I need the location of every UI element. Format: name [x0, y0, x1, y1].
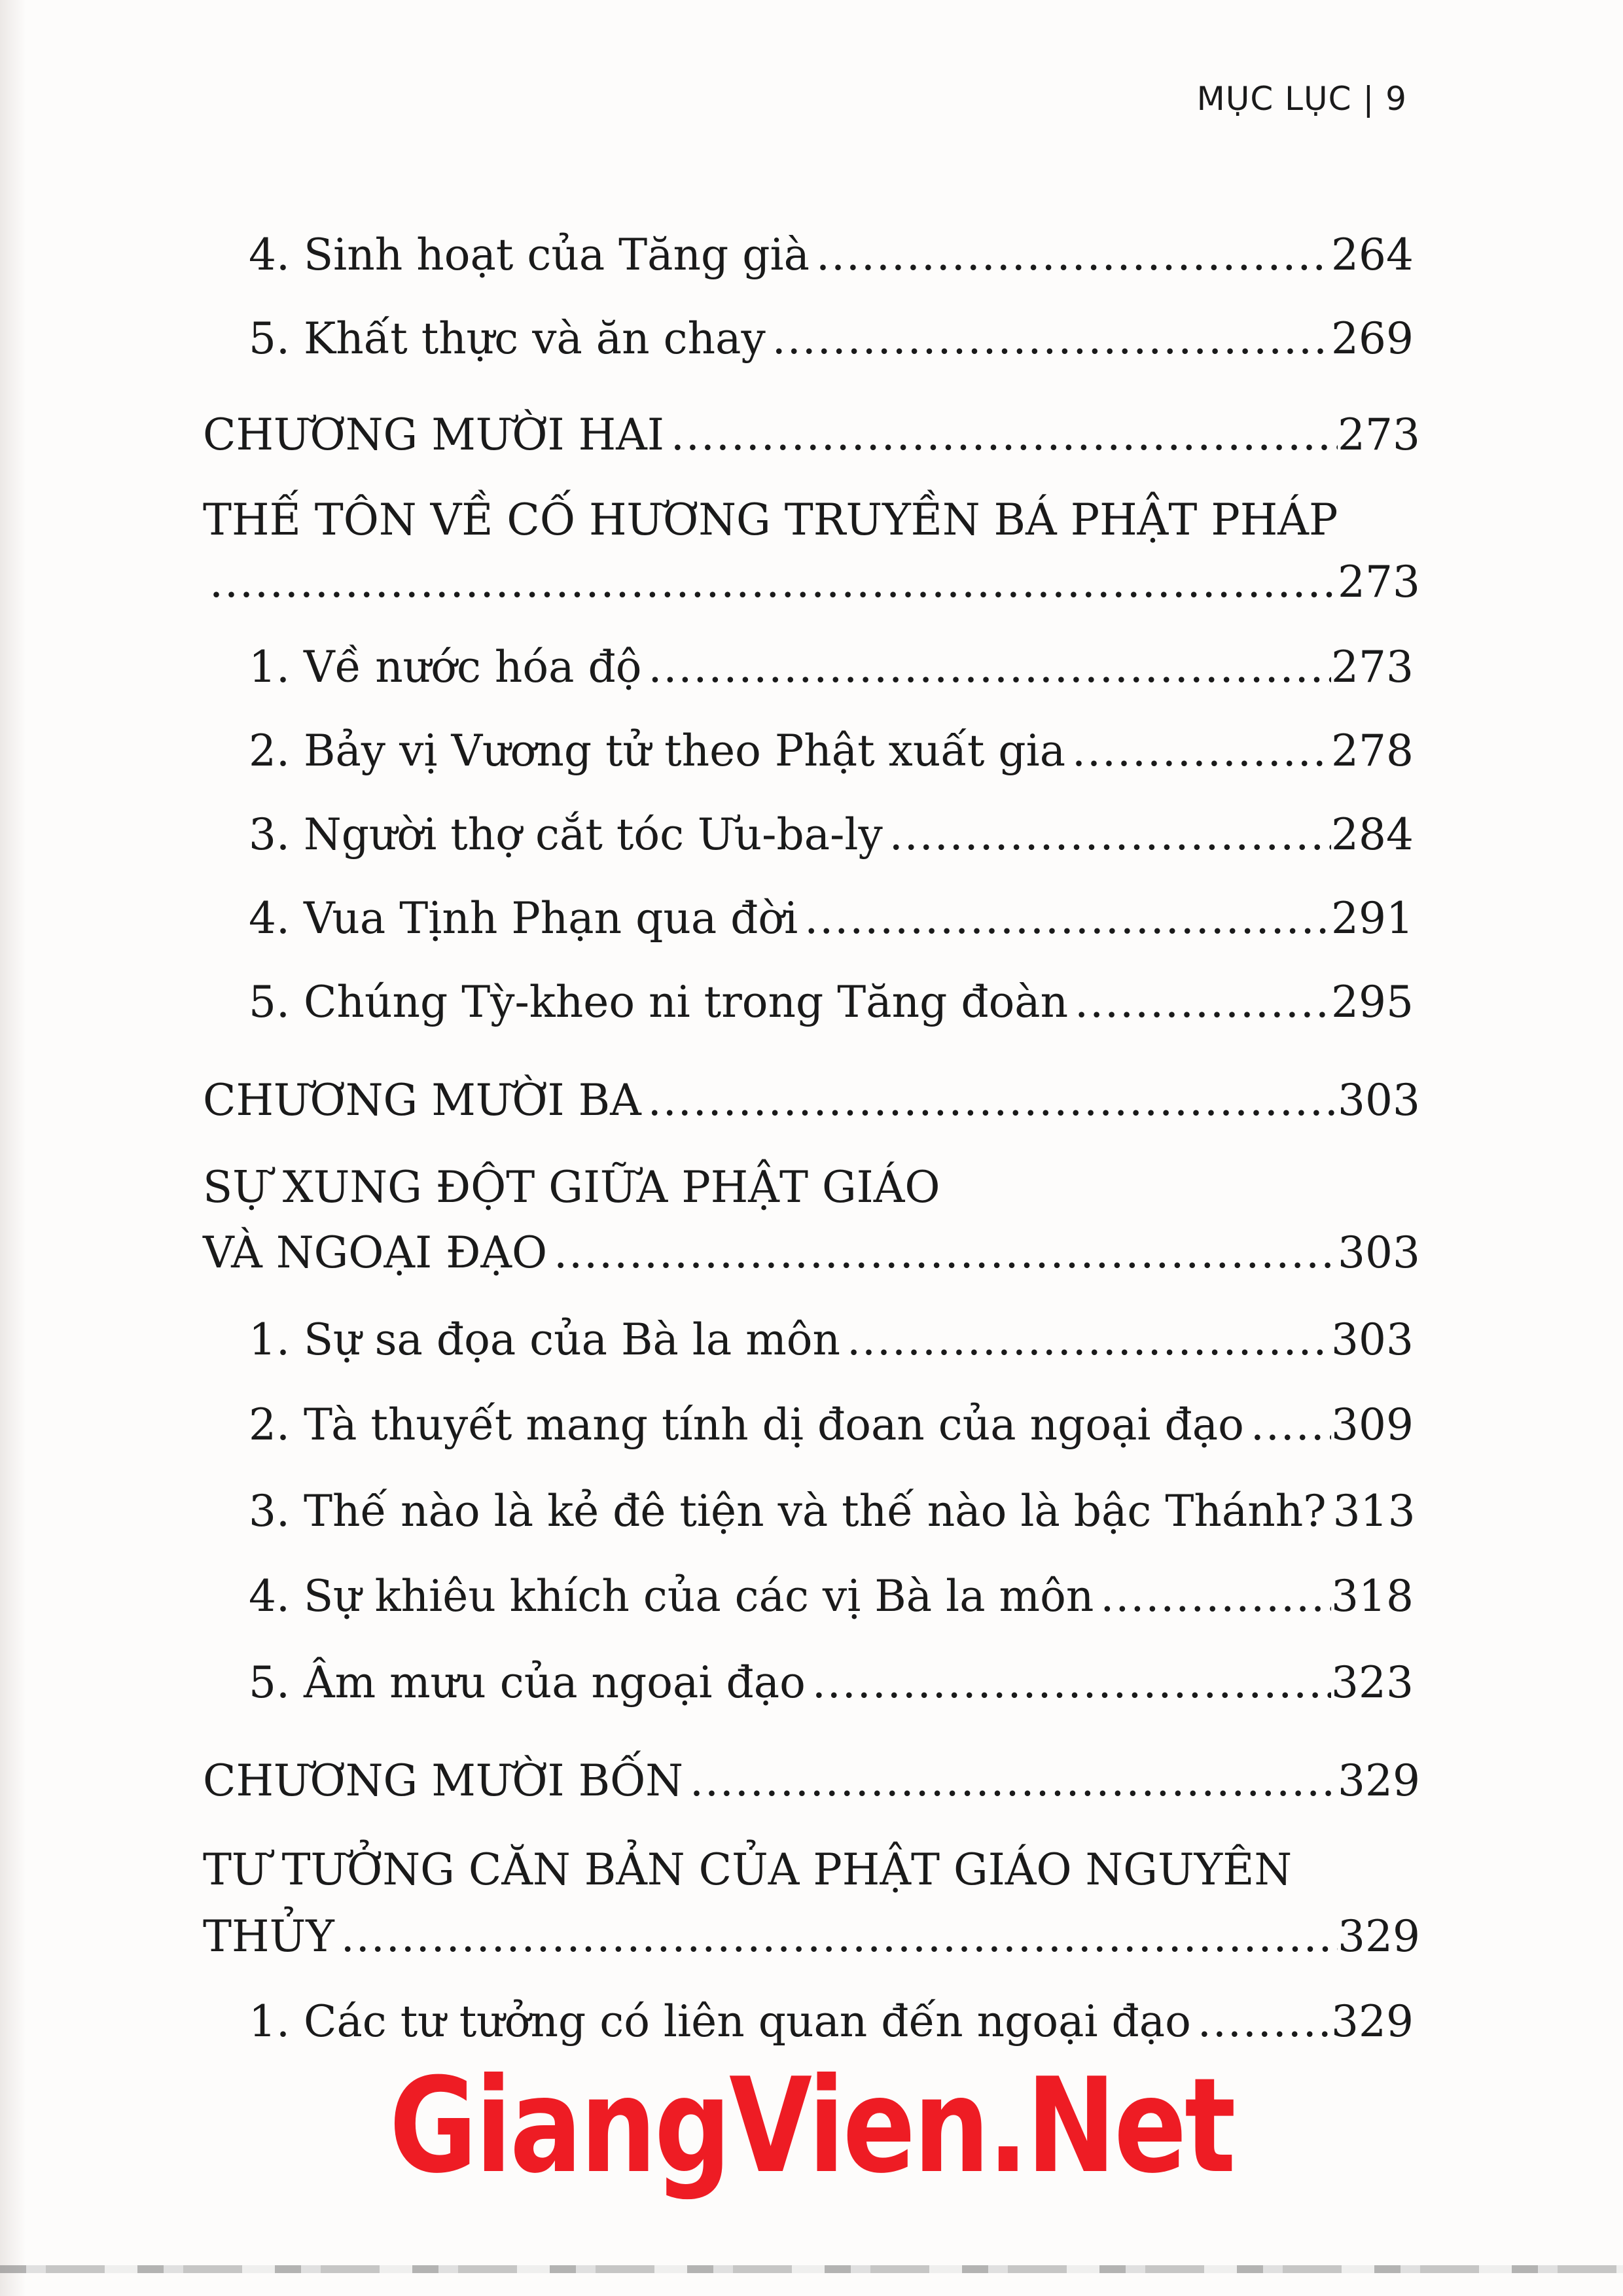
toc-leader-dots: [847, 1311, 1331, 1369]
toc-entry-page: 313: [1332, 1486, 1416, 1536]
toc-entry: [249, 1567, 1414, 1626]
toc-chapter-entry: [203, 1071, 1420, 1130]
toc-leader-dots: [690, 1752, 1338, 1810]
toc-chapter-heading: SỰ XUNG ĐỘT GIỮA PHẬT GIÁO: [203, 1162, 940, 1212]
toc-entry: [203, 1907, 1420, 1966]
toc-leader-dots: [1075, 973, 1331, 1032]
toc-entry-page: 284: [1331, 809, 1414, 860]
toc-entry-page: 291: [1331, 893, 1414, 944]
watermark-logo: GiangVien.Net: [389, 2050, 1234, 2202]
toc-entry-page: 329: [1338, 1756, 1420, 1806]
toc-leader-dots: [816, 226, 1331, 285]
toc-entry-title: 1. Các tư tưởng có liên quan đến ngoại đạo: [249, 1996, 1191, 2047]
toc-entry-title: 3. Người thợ cắt tóc Ưu-ba-ly: [249, 809, 883, 860]
toc-entry-page: 273: [1331, 642, 1414, 692]
toc-leader-dots: [554, 1224, 1338, 1282]
toc-entry-page: 278: [1331, 726, 1414, 776]
toc-entry-title: 5. Âm mưu của ngoại đạo: [249, 1657, 806, 1708]
toc-entry-page: 273: [1338, 557, 1420, 607]
toc-entry-page: 318: [1331, 1571, 1414, 1621]
toc-entry-page: 329: [1331, 1996, 1414, 2047]
toc-entry-page: 295: [1331, 977, 1414, 1027]
toc-entry-page: 273: [1338, 410, 1420, 460]
toc-entry-page: 264: [1331, 230, 1414, 280]
toc-entry-page: 309: [1331, 1400, 1414, 1450]
toc-entry-page: 303: [1338, 1075, 1420, 1125]
toc-entry: [249, 309, 1414, 368]
toc-leader-dots: [1072, 722, 1331, 781]
toc-entry-title: 1. Sự sa đọa của Bà la môn: [249, 1315, 841, 1365]
toc-chapter-entry: [203, 406, 1420, 465]
toc-entry-title: 2. Bảy vị Vương tử theo Phật xuất gia: [249, 726, 1066, 776]
toc-entry: [249, 1396, 1414, 1455]
toc-leader-dots: [341, 1907, 1338, 1966]
toc-entry: [249, 889, 1414, 948]
toc-leader-dots: [648, 638, 1331, 697]
toc-entry-page: 269: [1331, 313, 1414, 364]
toc-entry: [249, 722, 1414, 781]
toc-entry-title: THỦY: [203, 1911, 334, 1962]
toc-leader-dots: [804, 889, 1331, 948]
toc-entry-page: 329: [1338, 1911, 1420, 1962]
toc-leader-dots: [209, 553, 1338, 612]
toc-entry: [249, 1482, 1414, 1541]
toc-entry-title: 4. Sự khiêu khích của các vị Bà la môn: [249, 1571, 1094, 1621]
toc-entry: [203, 553, 1420, 612]
toc-leader-dots: [1198, 1992, 1331, 2051]
toc-leader-dots: [772, 309, 1331, 368]
scan-edge-artifact: [0, 2265, 1623, 2273]
toc-entry: [249, 226, 1414, 285]
toc-entry: [249, 973, 1414, 1032]
toc-leader-dots: [648, 1071, 1338, 1130]
toc-entry: [249, 1311, 1414, 1369]
toc-entry-page: 303: [1338, 1227, 1420, 1278]
toc-entry-page: 303: [1331, 1315, 1414, 1365]
toc-entry-title: VÀ NGOẠI ĐẠO: [203, 1227, 548, 1278]
toc-leader-dots: [1100, 1567, 1331, 1626]
toc-entry-title: 5. Khất thực và ăn chay: [249, 313, 766, 364]
toc-chapter-title: CHƯƠNG MƯỜI BA: [203, 1075, 641, 1125]
toc-entry-title: 5. Chúng Tỳ-kheo ni trong Tăng đoàn: [249, 977, 1069, 1027]
toc-entry: [203, 1224, 1420, 1282]
toc-leader-dots: [889, 805, 1331, 864]
toc-chapter-title: CHƯƠNG MƯỜI HAI: [203, 410, 664, 460]
toc-entry: [249, 1653, 1414, 1712]
page-edge-shadow: [0, 0, 26, 2296]
toc-entry-title: 2. Tà thuyết mang tính dị đoan của ngoại đạo: [249, 1400, 1244, 1450]
toc-leader-dots: [1251, 1396, 1331, 1455]
toc-chapter-entry: [203, 1752, 1420, 1810]
toc-entry: [249, 1992, 1414, 2051]
toc-entry-page: 323: [1331, 1657, 1414, 1708]
toc-entry: [249, 805, 1414, 864]
toc-entry-title: 4. Sinh hoạt của Tăng già: [249, 230, 810, 280]
toc-leader-dots: [671, 406, 1338, 465]
toc-entry-title: 1. Về nước hóa độ: [249, 642, 642, 692]
toc-entry-title: 3. Thế nào là kẻ đê tiện và thế nào là bậc Thánh?: [249, 1486, 1327, 1536]
toc-entry-title: 4. Vua Tịnh Phạn qua đời: [249, 893, 798, 944]
toc-entry: [249, 638, 1414, 697]
running-header: MỤC LỤC | 9: [1196, 80, 1407, 118]
toc-chapter-heading: THẾ TÔN VỀ CỐ HƯƠNG TRUYỀN BÁ PHẬT PHÁP: [203, 495, 1338, 545]
toc-leader-dots: [812, 1653, 1331, 1712]
toc-chapter-heading: TƯ TƯỞNG CĂN BẢN CỦA PHẬT GIÁO NGUYÊN: [203, 1845, 1293, 1895]
toc-chapter-title: CHƯƠNG MƯỜI BỐN: [203, 1756, 683, 1806]
